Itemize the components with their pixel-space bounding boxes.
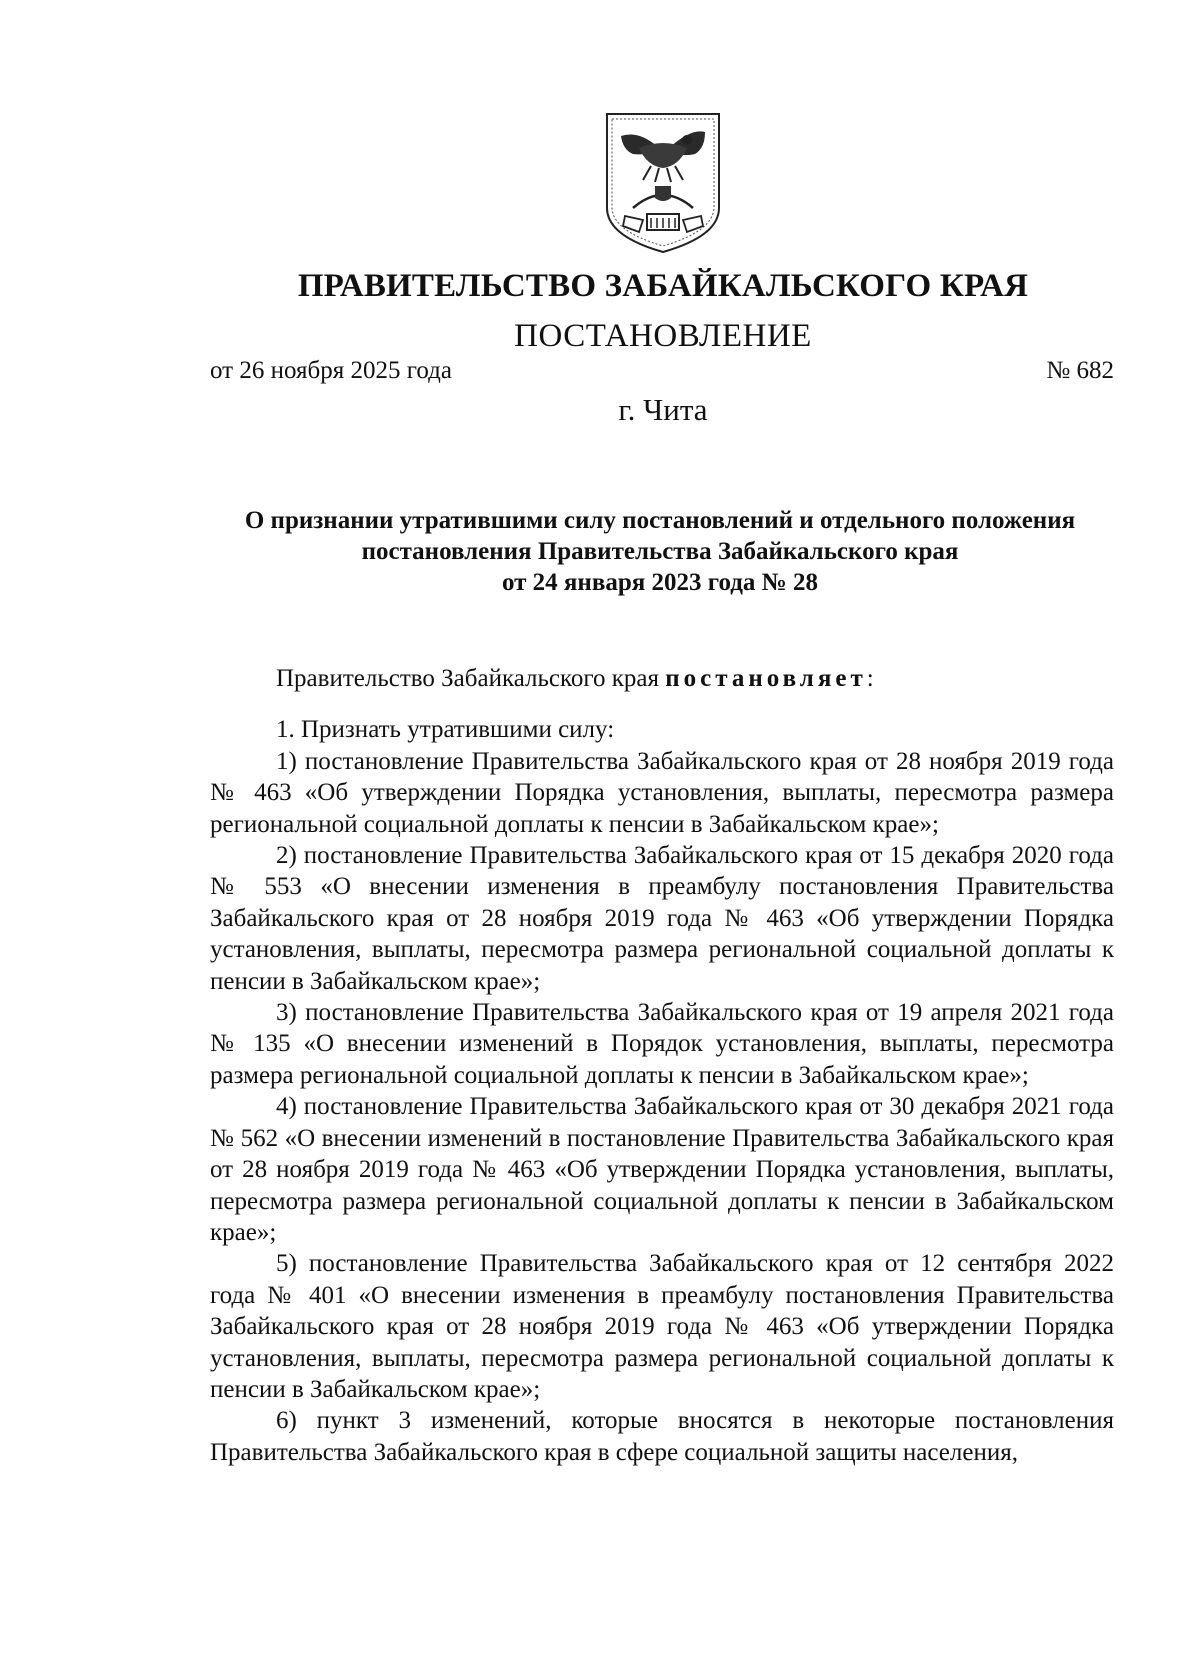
resolves-suffix: : bbox=[866, 665, 874, 692]
document-body bbox=[210, 663, 1114, 1468]
list-item: 4) постановление Правительства Забайкальского края от 30 декабря 2021 года № 562 «О внесении изменений в постановление Правительства Забайкальского края от 28 ноября 2019 года № 463 «Об утверждении Порядка установления, выплаты, пересмотра размера региональной социальной доплаты к пенсии в Забайкальском крае»; bbox=[210, 1093, 1114, 1246]
list-item: 5) постановление Правительства Забайкальского края от 12 сентября 2022 года № 401 «О внесении изменения в преамбулу постановления Правительства Забайкальского края от 28 ноября 2019 года № 463 «Об утверждении Порядка установления, выплаты, пересмотра размера региональной социальной доплаты к пенсии в Забайкальском крае»; bbox=[210, 1250, 1114, 1403]
list-item: 2) постановление Правительства Забайкальского края от 15 декабря 2020 года № 553 «О внесении изменения в преамбулу постановления Правительства Забайкальского края от 28 ноября 2019 года № 463 «Об утверждении Порядка установления, выплаты, пересмотра размера региональной социальной доплаты к пенсии в Забайкальском крае»; bbox=[210, 842, 1114, 995]
subject-line: от 24 января 2023 года № 28 bbox=[501, 569, 819, 596]
list-item: 1) постановление Правительства Забайкальского края от 28 ноября 2019 года № 463 «Об утверждении Порядка установления, выплаты, пересмотра размера региональной социальной доплаты к пенсии в Забайкальском крае»; bbox=[210, 747, 1114, 838]
coat-of-arms-icon bbox=[599, 108, 727, 256]
document-number: № 682 bbox=[1046, 357, 1114, 384]
resolves-prefix: Правительство Забайкальского края bbox=[276, 665, 660, 692]
list-item: 6) пункт 3 изменений, которые вносятся в некоторые постановления Правительства Забайкальского края в сфере социальной защиты населения, bbox=[210, 1407, 1114, 1466]
document-date: от 26 ноября 2025 года bbox=[210, 357, 452, 384]
subject-line: О признании утратившими силу постановлений и отдельного положения bbox=[244, 507, 1076, 534]
resolves-word: постановляет bbox=[665, 665, 867, 692]
subject-line: постановления Правительства Забайкальского края bbox=[361, 538, 959, 565]
resolves-paragraph bbox=[210, 663, 1114, 694]
document-type: ПОСТАНОВЛЕНИЕ bbox=[514, 318, 812, 354]
document-city: г. Чита bbox=[618, 392, 708, 427]
point-heading: 1. Признать утратившими силу: bbox=[276, 716, 615, 744]
list-item: 3) постановление Правительства Забайкальского края от 19 апреля 2021 года № 135 «О внесении изменений в Порядок установления, выплаты, пересмотра размера региональной социальной доплаты к пенсии в Забайкальском крае»; bbox=[210, 999, 1114, 1089]
document-subject bbox=[170, 505, 1150, 598]
government-title: ПРАВИТЕЛЬСТВО ЗАБАЙКАЛЬСКОГО КРАЯ bbox=[297, 268, 1029, 304]
